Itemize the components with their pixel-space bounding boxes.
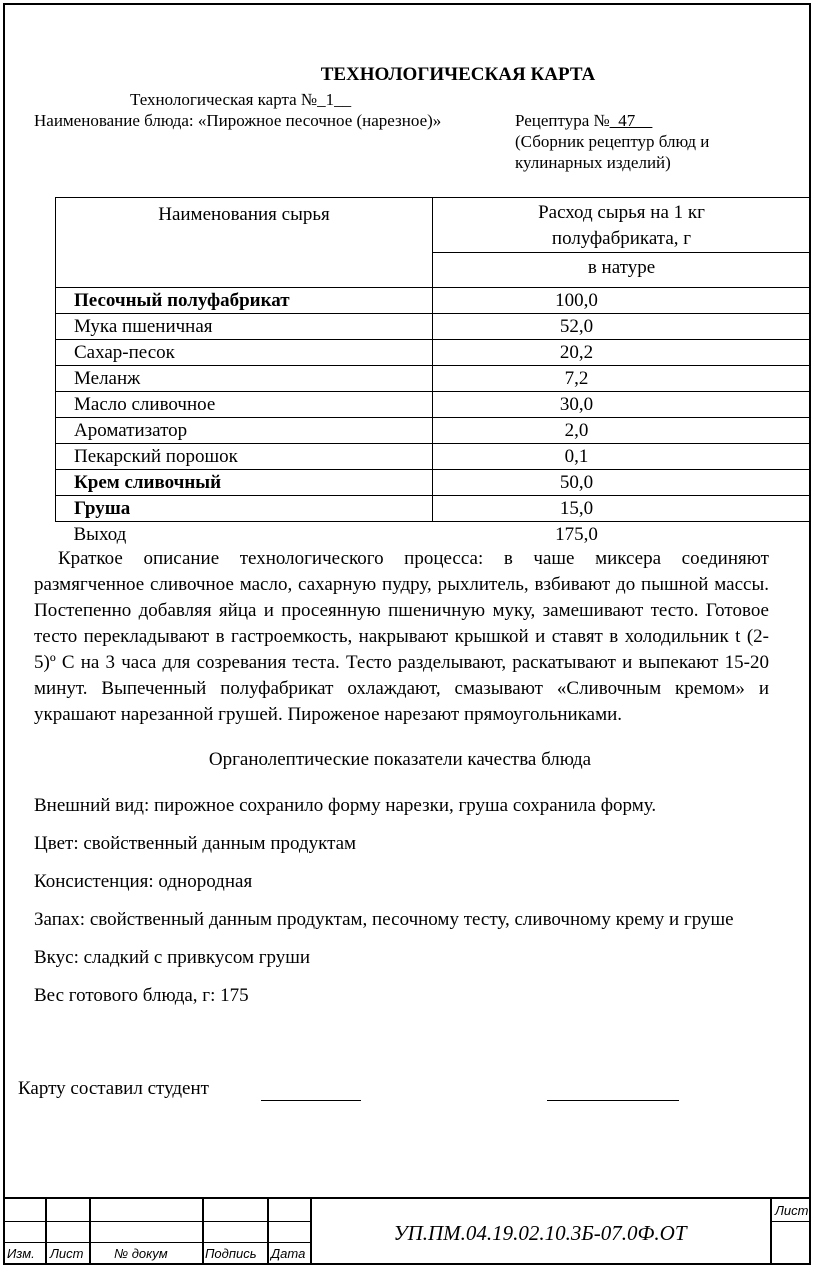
organoleptic-list (34, 787, 756, 1015)
ingredient-value: 30,0 (433, 392, 811, 418)
stamp-sign-label: Подпись (205, 1246, 257, 1261)
ingredient-name: Песочный полуфабрикат (56, 288, 433, 314)
ingredient-name: Крем сливочный (56, 470, 433, 496)
ingredient-value: 100,0 (433, 288, 811, 314)
stamp-divider (45, 1199, 47, 1265)
stamp-row-line (3, 1242, 310, 1243)
ingredient-value: 20,2 (433, 340, 811, 366)
stamp-doc-label: № докум (114, 1246, 168, 1261)
ingredients-name-header: Наименования сырья (56, 198, 433, 288)
ingredient-row (56, 496, 811, 522)
ingredient-name: Груша (56, 496, 433, 522)
card-number-label: Технологическая карта № (130, 90, 318, 109)
ingredient-row (56, 470, 811, 496)
appearance-text: Внешний вид: пирожное сохранило форму нарезки, груша сохранила форму. (34, 795, 657, 816)
consumption-header: Расход сырья на 1 кг полуфабриката, г (433, 198, 811, 253)
stamp-divider (89, 1199, 91, 1265)
ingredient-name: Пекарский порошок (56, 444, 433, 470)
output-label: Выход (73, 524, 127, 545)
signature-line-1 (261, 1099, 361, 1101)
title-block (3, 1197, 811, 1265)
ingredient-row (56, 314, 811, 340)
stamp-divider (267, 1199, 269, 1265)
ingredient-value: 50,0 (433, 470, 811, 496)
signature-label: Карту составил студент (18, 1078, 209, 1099)
ingredient-value: 52,0 (433, 314, 811, 340)
ingredient-row (56, 288, 811, 314)
ingredient-row (56, 340, 811, 366)
stamp-row-line (3, 1221, 310, 1222)
stamp-list-label: Лист (50, 1246, 84, 1261)
card-number: _1__ (317, 90, 352, 109)
stamp-divider (202, 1199, 204, 1265)
recipe-number-label: Рецептура № (515, 111, 610, 130)
ingredient-value: 15,0 (433, 496, 811, 522)
stamp-sheet-label: Лист (775, 1203, 809, 1218)
recipe-number: _47__ (609, 111, 653, 130)
ingredient-row (56, 418, 811, 444)
sheet-cell-line (770, 1221, 811, 1222)
smell-text: Запах: свойственный данным продуктам, песочному тесту, сливочному крему и груше (34, 909, 734, 930)
stamp-izm-label: Изм. (7, 1246, 35, 1261)
signature-line-2 (547, 1099, 679, 1101)
dish-name-line: Наименование блюда: «Пирожное песочное (нарезное)» (34, 111, 442, 130)
recipe-source-line-2: кулинарных изделий) (515, 153, 671, 172)
color-text: Цвет: свойственный данным продуктам (34, 833, 357, 854)
document-title: ТЕХНОЛОГИЧЕСКАЯ КАРТА (320, 64, 596, 85)
ingredient-name: Сахар-песок (56, 340, 433, 366)
ingredient-value: 7,2 (433, 366, 811, 392)
ingredient-name: Масло сливочное (56, 392, 433, 418)
ingredient-row (56, 392, 811, 418)
organoleptic-title: Органолептические показатели качества блюда (208, 749, 592, 770)
stamp-date-label: Дата (271, 1246, 306, 1261)
consumption-subheader: в натуре (433, 253, 811, 288)
ingredients-table (55, 197, 811, 547)
ingredient-name: Меланж (56, 366, 433, 392)
output-value: 175,0 (555, 524, 598, 545)
stamp-divider (770, 1199, 772, 1265)
document-code: УП.ПМ.04.19.02.10.3Б-07.0Ф.ОТ (393, 1221, 687, 1245)
ingredient-name: Мука пшеничная (56, 314, 433, 340)
weight-text: Вес готового блюда, г: 175 (34, 985, 249, 1006)
process-description: Краткое описание технологического процесса: в чаше миксера соединяют размягченное сливочное масло, сахарную пудру, рыхлитель, взбивают до пышной массы. Постепенно добавляя яйца и просеянную пшеничную муку, замешивают тесто. Готовое тесто перекладывают в гастроемкость, накрывают крышкой и ставят в холодильник t (2-5)º С на 3 часа для созревания теста. Тесто разделывают, раскатывают и выпекают 15-20 минут. Выпеченный полуфабрикат охлаждают, смазывают «Сливочным кремом» и украшают нарезанной грушей. Пироженое нарезают прямоугольниками. (34, 548, 769, 725)
consistency-text: Консистенция: однородная (34, 871, 253, 892)
ingredient-value: 0,1 (433, 444, 811, 470)
card-number-line (130, 90, 351, 110)
ingredient-value: 2,0 (433, 418, 811, 444)
ingredient-row (56, 444, 811, 470)
recipe-source-line-1: (Сборник рецептур блюд и (515, 132, 710, 151)
recipe-number-line (515, 111, 652, 131)
taste-text: Вкус: сладкий с привкусом груши (34, 947, 311, 968)
ingredient-name: Ароматизатор (56, 418, 433, 444)
ingredient-row (56, 366, 811, 392)
